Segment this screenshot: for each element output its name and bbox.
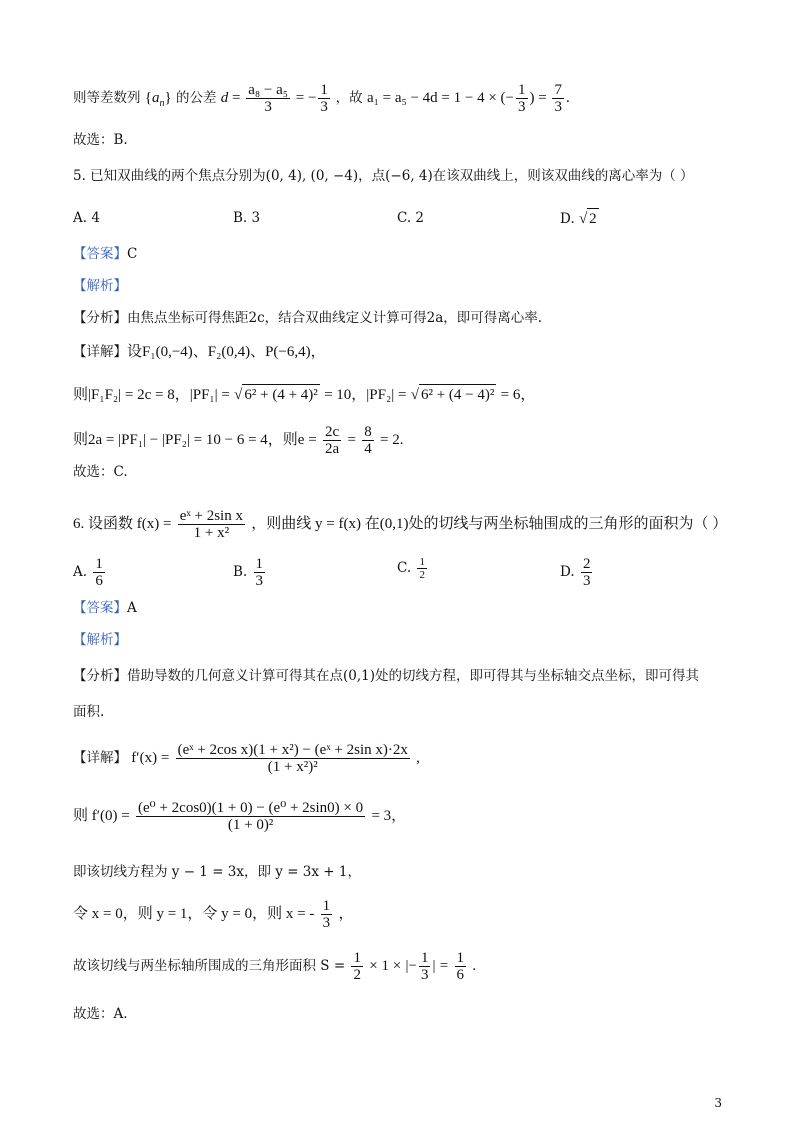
frac-num: a₈ − a₅: [248, 82, 288, 98]
frac-den: 3: [264, 99, 272, 115]
analysis-label-6: 【解析】: [73, 632, 127, 648]
text: 的公差: [176, 89, 217, 106]
q6-option-a: A. $\frac{1}{6}$: [73, 556, 103, 589]
answer-5: [73, 244, 137, 264]
detail-6-line3: 即该切线方程为 y − 1 = 3x，即 y = 3x + 1，: [73, 864, 361, 880]
frac-den: 3: [320, 99, 328, 115]
answer-label: 【答案】: [73, 246, 127, 262]
analysis-label-5: 【解析】: [73, 278, 127, 294]
answer-value: C: [127, 246, 138, 262]
fenxi-6-line2: 面积.: [73, 704, 105, 720]
answer-6: 【答案】A: [73, 600, 137, 616]
fenxi-6-line1: 【分析】借助导数的几何意义计算可得其在点(0,1)处的切线方程，即可得其与坐标轴交点坐标，即可得其: [73, 668, 700, 684]
detail-6-line4: 令 x = 0，则 y = 1，令 y = 0，则 x = - $\frac{1}{3}$ ，: [73, 898, 354, 931]
q6-option-c: C. $\frac{1}{2}$: [397, 556, 425, 581]
q5-option-b: B. 3: [233, 210, 261, 226]
choose-b: 故选：B.: [73, 132, 128, 148]
detail-6-line2: 则 f′(0) = $\frac{\text{(e⁰ + 2cos0)(1 + 0) − (e⁰ + 2sin0) × 0}}{\text{(1 + 0)²}}$ = 3，: [73, 800, 407, 833]
q5-option-a: A. 4: [73, 210, 100, 226]
q5-option-c: C. 2: [397, 210, 425, 226]
detail-6-line1: 【详解】 f′(x) = $\frac{\text{(eˣ + 2cos x)(1 + x²) − (eˣ + 2sin x)·2x}}{\text{(1 + x²)²}}$ ,: [73, 742, 420, 775]
detail-5-line1: 【详解】设F₁(0,−4)、F₂(0,4)、P(−6,4)，: [73, 344, 326, 360]
frac-num: 1: [320, 82, 328, 98]
q6-option-b: B. $\frac{1}{3}$: [233, 556, 264, 589]
question-6: 6. 设函数 f(x) = $\frac{\text{eˣ + 2sin x}}{\text{1 + x²}}$ ，则曲线 y = f(x) 在(0,1)处的切线与两坐标轴围成的三角形的面积为（ ）: [73, 508, 728, 541]
page-number: 3: [714, 1096, 722, 1110]
formula-d: d = $\frac{\text{a₈ − a₅}}{3}$ = − $\frac{1}{3}$: [220, 82, 328, 115]
q5-option-d: D. √ 2: [560, 208, 599, 229]
question-5: 5. 已知双曲线的两个焦点分别为(0, 4), (0, −4)，点(−6, 4)在该双曲线上，则该双曲线的离心率为（ ）: [73, 168, 694, 184]
detail-6-line5: 故该切线与两坐标轴所围成的三角形面积 S = $\frac{1}{2}$ × 1 × |− $\frac{1}{3}$ | = $\frac{1}{6}$ .: [73, 950, 477, 983]
detail-5-line2: 则|F₁F₂| = 2c = 8，|PF₁| = √ 6² + (4 + 4)² = 10，|PF₂| = √ 6² + (4 − 4)² = 6，: [73, 384, 535, 405]
common-difference-line: [73, 82, 570, 115]
sequence-symbol: $\{a_n\}$: [144, 89, 172, 109]
fenxi-5: 【分析】由焦点坐标可得焦距2c，结合双曲线定义计算可得2a，即可得离心率.: [73, 310, 543, 326]
text: 则等差数列: [73, 89, 141, 106]
text: ，故: [335, 89, 363, 106]
detail-5-line3: 则2a = |PF₁| − |PF₂| = 10 − 6 = 4，则e = $\frac{2c}{2a}$ = $\frac{8}{4}$ = 2.: [73, 424, 404, 457]
q6-option-d: D. $\frac{2}{3}$: [560, 556, 591, 589]
choose-c: 故选：C.: [73, 464, 128, 480]
formula-a1: a₁ = a₅ − 4d = 1 − 4 × (− $\frac{1}{3}$ ) = $\frac{7}{3}$ .: [366, 82, 570, 115]
choose-a: 故选：A.: [73, 1006, 128, 1022]
